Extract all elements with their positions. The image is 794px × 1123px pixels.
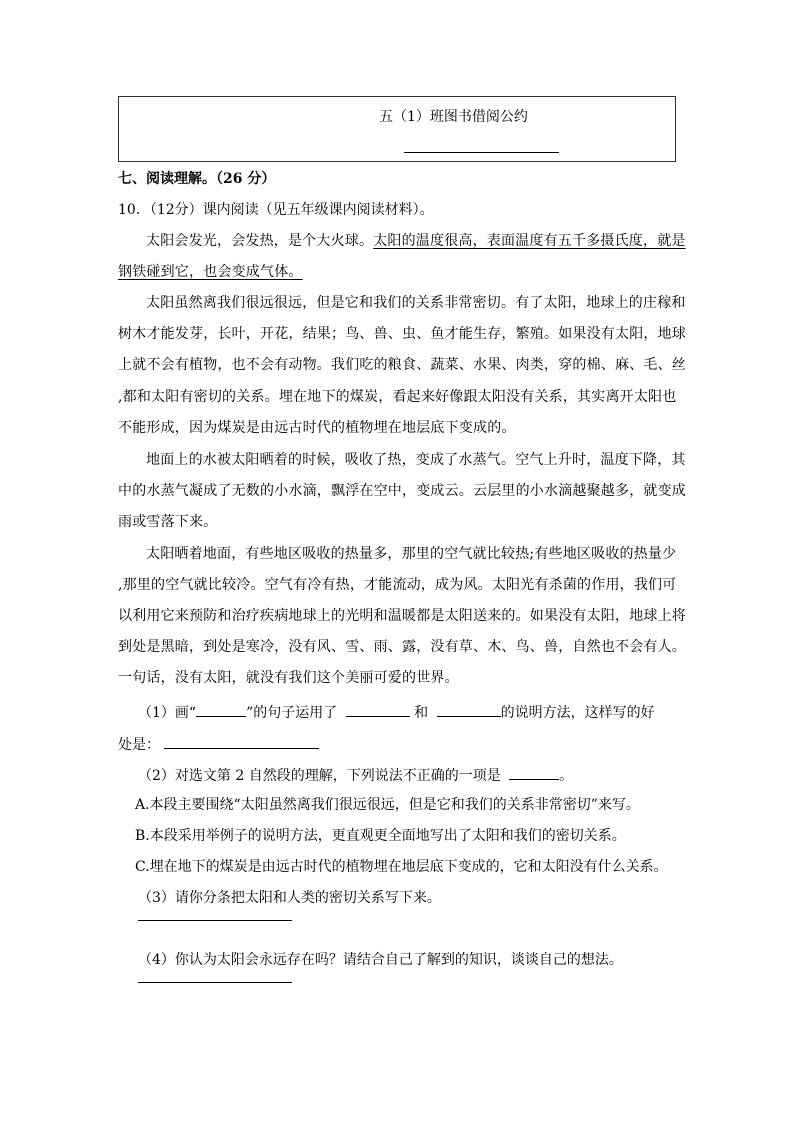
blank-method-1[interactable] bbox=[346, 702, 410, 717]
pact-title: 五（1）班图书借阅公约 bbox=[379, 109, 528, 125]
passage-p3-line-2: 中的水蒸气凝成了无数的小水滴，飘浮在空中，变成云。云层里的小水滴越聚越多，就变成 bbox=[118, 483, 686, 499]
passage-p3-line-1: 地面上的水被太阳晒着的时候，吸收了热，变成了水蒸气。空气上升时，温度下降，其 bbox=[146, 452, 686, 468]
section-title: 七、阅读理解。（26 分） bbox=[118, 171, 276, 187]
pact-answer-line[interactable] bbox=[404, 152, 559, 153]
passage-p4-line-5: 一句话，没有太阳，就没有我们这个美丽可爱的世界。 bbox=[118, 670, 459, 686]
subquestion-2-text: （2）对选文第 2 自然段的理解，下列说法不正确的一项是 bbox=[138, 768, 501, 784]
blank-underlined-sentence[interactable] bbox=[196, 702, 246, 717]
subquestion-2 bbox=[138, 765, 573, 784]
passage-p3-line-3: 雨或雪落下来。 bbox=[118, 514, 218, 530]
passage-p4-line-2: ,那里的空气就比较冷。空气有冷有热，才能流动，成为风。太阳光有杀菌的作用，我们可 bbox=[118, 577, 677, 593]
option-c: C.埋在地下的煤炭是由远古时代的植物埋在地层底下变成的，它和太阳没有什么关系。 bbox=[135, 859, 668, 875]
option-a: A.本段主要围绕“太阳虽然离我们很远很远，但是它和我们的关系非常密切”来写。 bbox=[135, 797, 640, 813]
passage-p2-line-4: ,都和太阳有密切的关系。埋在地下的煤炭，看起来好像跟太阳没有关系，其实离开太阳也 bbox=[118, 389, 677, 405]
subquestion-1-text-b: ”的句子运用了 bbox=[246, 705, 338, 721]
blank-method-2[interactable] bbox=[437, 702, 501, 717]
passage-p1-line-1 bbox=[146, 233, 686, 249]
passage-p2-line-5: 不能形成，因为煤炭是由远古时代的植物埋在地层底下变成的。 bbox=[118, 420, 516, 436]
passage-p2-line-3: 上就不会有植物，也不会有动物。我们吃的粮食、蔬菜、水果、肉类，穿的棉、麻、毛、丝 bbox=[118, 357, 686, 373]
passage-p1-underlined: 太阳的温度很高，表面温度有五千多摄氏度，就是 bbox=[373, 233, 686, 249]
blank-benefit[interactable] bbox=[164, 734, 319, 749]
passage-p4-line-4: 到处是黑暗，到处是寒冷，没有风、雪、雨、露，没有草、木、鸟、兽，自然也不会有人。 bbox=[118, 639, 686, 655]
passage-p4-line-1: 太阳晒着地面，有些地区吸收的热量多，那里的空气就比较热;有些地区吸收的热量少 bbox=[146, 546, 677, 562]
subquestion-4: （4）你认为太阳会永远存在吗？请结合自己了解到的知识，谈谈自己的想法。 bbox=[138, 952, 623, 968]
subquestion-1-text-a: （1）画“ bbox=[138, 705, 197, 721]
subquestion-1-text-c: 和 bbox=[414, 705, 429, 721]
passage-p1-line-2: 钢铁碰到它，也会变成气体。 bbox=[118, 264, 303, 280]
passage-p1-plain: 太阳会发光，会发热，是个大火球。 bbox=[146, 233, 374, 249]
passage-p2-line-2: 树木才能发芽，长叶，开花，结果；鸟、兽、虫、鱼才能生存，繁殖。如果没有太阳，地球 bbox=[118, 326, 686, 342]
blank-choice[interactable] bbox=[509, 765, 559, 780]
pact-box bbox=[118, 96, 676, 162]
subquestion-2-period: 。 bbox=[559, 768, 574, 784]
answer-line-4[interactable] bbox=[138, 982, 292, 983]
subquestion-1-line-1 bbox=[138, 702, 655, 721]
subquestion-1-line-2 bbox=[118, 734, 319, 753]
question-10-header: 10．（12分）课内阅读（见五年级课内阅读材料）。 bbox=[118, 202, 434, 218]
subquestion-1-text-d: 的说明方法，这样写的好 bbox=[500, 705, 655, 721]
subquestion-1-text-e: 处是： bbox=[118, 737, 160, 753]
answer-line-3[interactable] bbox=[138, 920, 292, 921]
passage-p2-line-1: 太阳虽然离我们很远很远，但是它和我们的关系非常密切。有了太阳，地球上的庄稼和 bbox=[146, 295, 686, 311]
passage-p4-line-3: 以利用它来预防和治疗疾病地球上的光明和温暖都是太阳送来的。如果没有太阳，地球上将 bbox=[118, 608, 686, 624]
option-b: B.本段采用举例子的说明方法，更直观更全面地写出了太阳和我们的密切关系。 bbox=[135, 828, 626, 844]
subquestion-3: （3）请你分条把太阳和人类的密切关系写下来。 bbox=[138, 890, 441, 906]
